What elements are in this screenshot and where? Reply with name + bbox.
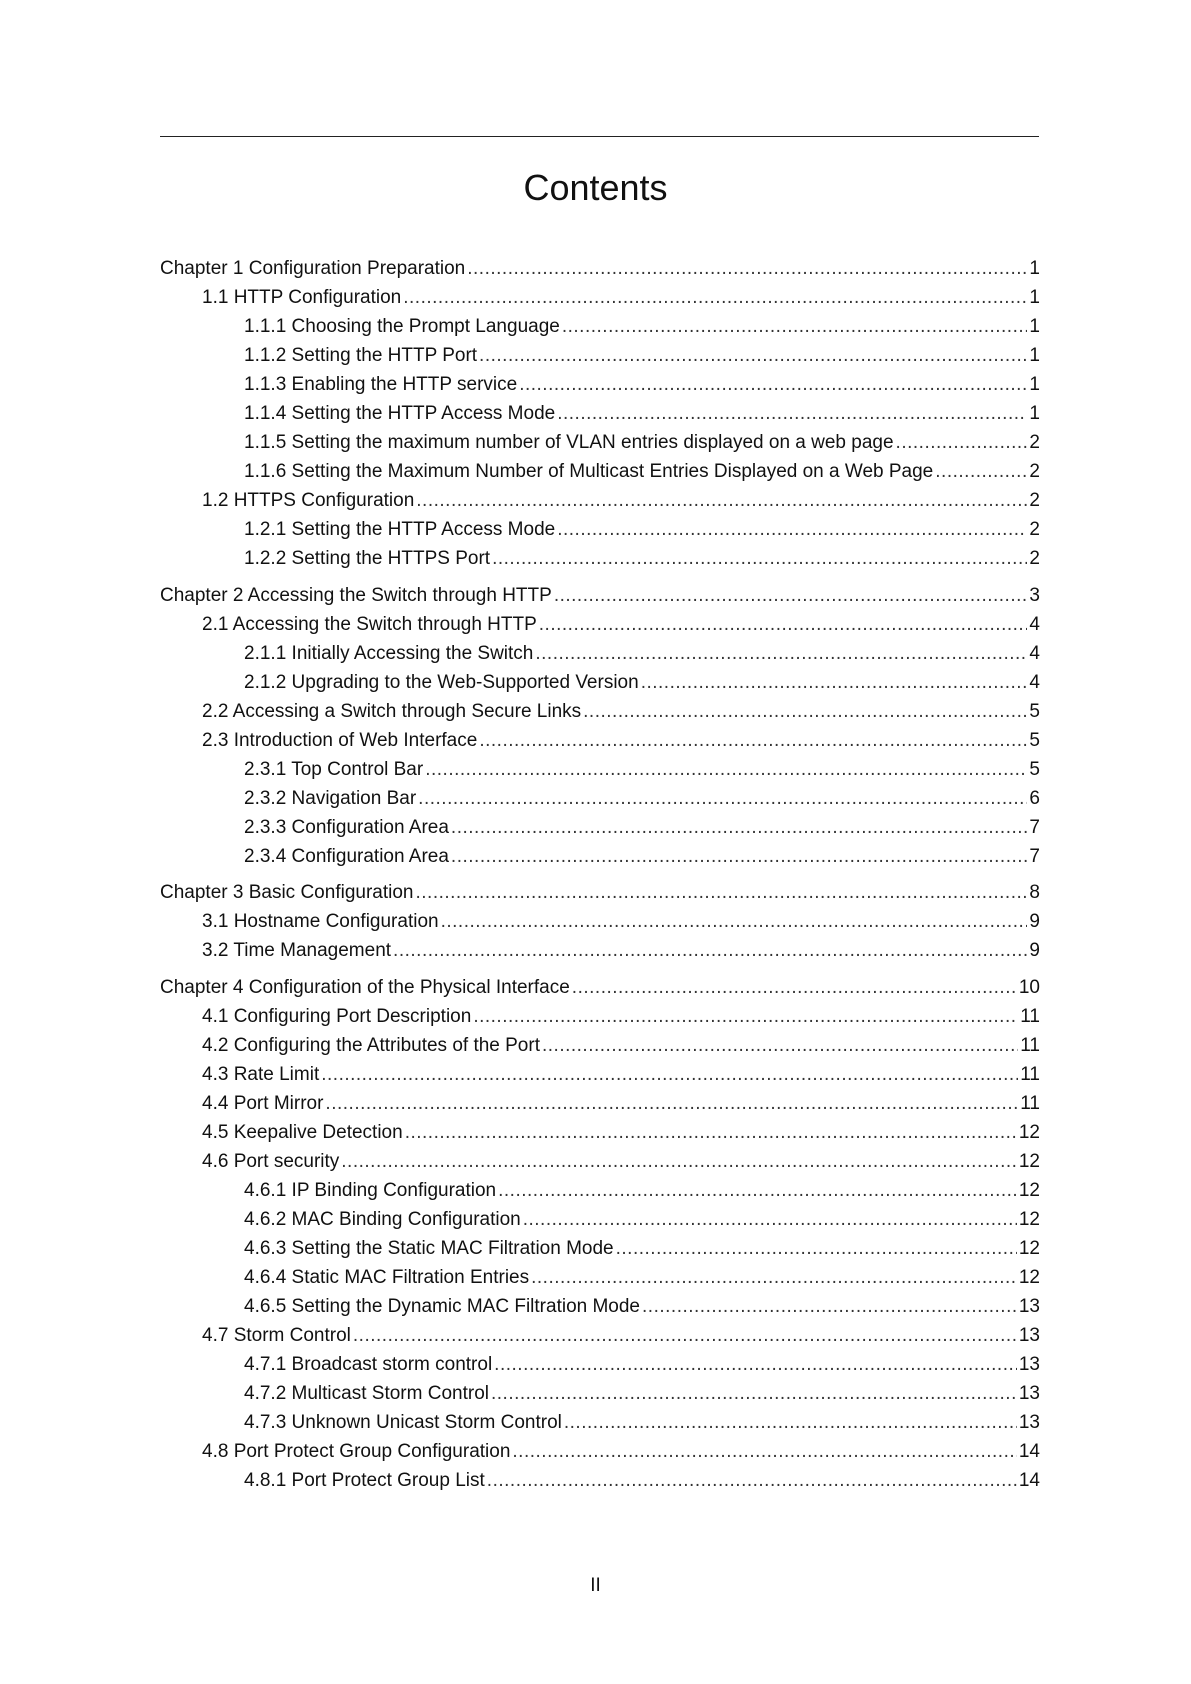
toc-subsection-entry[interactable] [160,428,1040,457]
toc-dot-leader [935,457,1027,486]
toc-entry-title: 1.1.5 Setting the maximum number of VLAN entries displayed on a web page [244,432,894,453]
toc-page-number: 13 [1018,1411,1040,1433]
toc-page-number: 2 [1029,548,1040,569]
toc-section-entry[interactable] [160,697,1040,726]
toc-subsection-entry[interactable] [160,813,1040,842]
toc-chapter-group [160,878,1040,965]
toc-dot-leader [564,1408,1017,1437]
toc-subsection-entry[interactable] [160,341,1040,370]
toc-chapter-entry[interactable] [160,973,1040,1002]
toc-entry-title: 4.7.3 Unknown Unicast Storm Control [244,1411,562,1433]
toc-section-entry[interactable] [160,1321,1040,1350]
toc-entry-title: 1.1.1 Choosing the Prompt Language [244,316,560,337]
toc-section-entry[interactable] [160,936,1040,965]
toc-page-number: 12 [1018,1179,1040,1201]
toc-dot-leader [557,515,1027,544]
toc-dot-leader [473,1002,1018,1031]
toc-entry-title: 2.3.2 Navigation Bar [244,787,417,809]
toc-dot-leader [896,428,1028,457]
toc-chapter-group [160,254,1040,573]
toc-entry-title: 2.2 Accessing a Switch through Secure Links [202,700,582,722]
toc-page-number: 1 [1029,374,1040,395]
toc-subsection-entry[interactable] [160,544,1040,573]
toc-subsection-entry[interactable] [160,1466,1040,1495]
toc-subsection-entry[interactable] [160,1350,1040,1379]
toc-entry-title: 1.1 HTTP Configuration [202,287,402,308]
toc-subsection-entry[interactable] [160,1292,1040,1321]
toc-subsection-entry[interactable] [160,515,1040,544]
toc-subsection-entry[interactable] [160,842,1040,871]
toc-dot-leader [451,813,1028,842]
toc-page-number: 3 [1029,584,1040,606]
toc-page-number: 13 [1018,1353,1040,1375]
toc-page-number: 2 [1029,519,1040,540]
toc-subsection-entry[interactable] [160,399,1040,428]
toc-section-entry[interactable] [160,486,1040,515]
toc-page-number: 13 [1018,1324,1040,1346]
toc-entry-title: 4.6.5 Setting the Dynamic MAC Filtration Mode [244,1295,641,1317]
toc-page-number: 12 [1018,1237,1040,1259]
table-of-contents [160,254,1040,1502]
toc-entry-title: 4.2 Configuring the Attributes of the Port [202,1034,540,1056]
toc-page-number: 7 [1029,816,1040,838]
toc-page-number: 8 [1029,882,1040,903]
toc-dot-leader [403,283,1027,312]
toc-page-number: 6 [1029,787,1040,809]
toc-dot-leader [583,697,1027,726]
toc-subsection-entry[interactable] [160,1263,1040,1292]
toc-entry-title: 4.7.1 Broadcast storm control [244,1353,493,1375]
page-title: Contents [523,167,668,208]
toc-entry-title: 2.1.2 Upgrading to the Web-Supported Version [244,671,639,693]
toc-page-number: 9 [1029,940,1040,961]
toc-dot-leader [451,842,1028,871]
toc-section-entry[interactable] [160,1031,1040,1060]
toc-entry-title: 4.1 Configuring Port Description [202,1005,472,1027]
toc-dot-leader [523,1205,1017,1234]
toc-page-number: 13 [1018,1382,1040,1404]
toc-entry-title: 1.2.2 Setting the HTTPS Port [244,548,491,569]
toc-entry-title: 2.3.4 Configuration Area [244,845,449,867]
toc-entry-title: 4.6.3 Setting the Static MAC Filtration Mode [244,1237,614,1259]
toc-dot-leader [325,1089,1018,1118]
toc-page-number: 5 [1029,758,1040,780]
toc-entry-title: 3.1 Hostname Configuration [202,911,439,932]
toc-page-number: 14 [1018,1440,1040,1462]
toc-chapter-entry[interactable] [160,878,1040,907]
toc-chapter-group [160,973,1040,1495]
toc-dot-leader [479,341,1027,370]
toc-dot-leader [557,399,1027,428]
toc-entry-title: 4.6.1 IP Binding Configuration [244,1179,497,1201]
toc-page-number: 13 [1018,1295,1040,1317]
toc-dot-leader [353,1321,1017,1350]
toc-subsection-entry[interactable] [160,370,1040,399]
toc-dot-leader [393,936,1027,965]
toc-page-number: 2 [1029,490,1040,511]
toc-dot-leader [542,1031,1018,1060]
toc-section-entry[interactable] [160,1118,1040,1147]
toc-entry-title: 2.3.1 Top Control Bar [244,758,424,780]
toc-entry-title: 4.4 Port Mirror [202,1092,324,1114]
toc-page-number: 2 [1029,461,1040,482]
toc-dot-leader [321,1060,1018,1089]
toc-entry-title: Chapter 4 Configuration of the Physical Interface [160,976,570,998]
toc-page-number: 11 [1020,1005,1040,1027]
toc-dot-leader [415,878,1027,907]
toc-dot-leader [562,312,1028,341]
toc-dot-leader [441,907,1028,936]
toc-page-number: 1 [1029,403,1040,424]
toc-dot-leader [641,668,1028,697]
toc-page-number: 7 [1029,845,1040,867]
toc-entry-title: 4.6 Port security [202,1150,340,1172]
toc-section-entry[interactable] [160,283,1040,312]
toc-dot-leader [512,1437,1016,1466]
toc-page-number: 9 [1029,911,1040,932]
toc-entry-title: 4.3 Rate Limit [202,1063,320,1085]
toc-chapter-entry[interactable] [160,254,1040,283]
toc-dot-leader [498,1176,1017,1205]
toc-subsection-entry[interactable] [160,784,1040,813]
page-number: II [590,1575,601,1596]
toc-dot-leader [642,1292,1017,1321]
toc-subsection-entry[interactable] [160,1176,1040,1205]
toc-page-number: 4 [1029,671,1040,693]
toc-section-entry[interactable] [160,1089,1040,1118]
toc-subsection-entry[interactable] [160,668,1040,697]
toc-entry-title: 2.3.3 Configuration Area [244,816,449,838]
toc-entry-title: 1.2 HTTPS Configuration [202,490,415,511]
toc-dot-leader [616,1234,1017,1263]
toc-entry-title: 1.1.2 Setting the HTTP Port [244,345,478,366]
toc-entry-title: 4.7 Storm Control [202,1324,351,1346]
toc-dot-leader [539,610,1028,639]
toc-entry-title: 1.1.3 Enabling the HTTP service [244,374,518,395]
toc-page-number: 1 [1029,316,1040,337]
toc-dot-leader [494,1350,1017,1379]
toc-entry-title: 2.3 Introduction of Web Interface [202,729,478,751]
toc-dot-leader [341,1147,1017,1176]
toc-section-entry[interactable] [160,1060,1040,1089]
toc-subsection-entry[interactable] [160,1234,1040,1263]
toc-dot-leader [492,544,1027,573]
toc-subsection-entry[interactable] [160,457,1040,486]
toc-page-number: 4 [1029,642,1040,664]
toc-page-number: 11 [1020,1092,1040,1114]
toc-entry-title: 3.2 Time Management [202,940,392,961]
toc-page-number: 5 [1029,729,1040,751]
toc-page-number: 12 [1018,1266,1040,1288]
toc-entry-title: 1.1.4 Setting the HTTP Access Mode [244,403,556,424]
toc-section-entry[interactable] [160,1002,1040,1031]
toc-dot-leader [405,1118,1017,1147]
toc-page-number: 12 [1018,1150,1040,1172]
toc-page-number: 2 [1029,432,1040,453]
toc-page-number: 12 [1018,1121,1040,1143]
toc-page-number: 5 [1029,700,1040,722]
toc-entry-title: 4.5 Keepalive Detection [202,1121,403,1143]
toc-section-entry[interactable] [160,610,1040,639]
toc-entry-title: 1.1.6 Setting the Maximum Number of Multicast Entries Displayed on a Web Page [244,461,934,482]
toc-dot-leader [416,486,1027,515]
toc-entry-title: 4.6.2 MAC Binding Configuration [244,1208,521,1230]
toc-dot-leader [467,254,1027,283]
toc-subsection-entry[interactable] [160,755,1040,784]
toc-entry-title: 1.2.1 Setting the HTTP Access Mode [244,519,556,540]
toc-entry-title: 4.8.1 Port Protect Group List [244,1469,485,1491]
toc-page-number: 12 [1018,1208,1040,1230]
toc-subsection-entry[interactable] [160,312,1040,341]
toc-entry-title: 4.6.4 Static MAC Filtration Entries [244,1266,530,1288]
toc-page-number: 10 [1018,976,1040,998]
toc-entry-title: Chapter 3 Basic Configuration [160,882,414,903]
toc-page-number: 14 [1018,1469,1040,1491]
toc-entry-title: 2.1 Accessing the Switch through HTTP [202,613,537,635]
toc-page-number: 1 [1029,258,1040,279]
toc-dot-leader [418,784,1027,813]
toc-dot-leader [535,639,1027,668]
toc-subsection-entry[interactable] [160,639,1040,668]
toc-subsection-entry[interactable] [160,1379,1040,1408]
toc-dot-leader [491,1379,1017,1408]
toc-page-number: 11 [1020,1063,1040,1085]
toc-chapter-entry[interactable] [160,581,1040,610]
toc-entry-title: 4.8 Port Protect Group Configuration [202,1440,511,1462]
toc-section-entry[interactable] [160,726,1040,755]
toc-entry-title: 4.7.2 Multicast Storm Control [244,1382,489,1404]
toc-dot-leader [554,581,1028,610]
toc-page-number: 4 [1029,613,1040,635]
toc-subsection-entry[interactable] [160,1205,1040,1234]
toc-section-entry[interactable] [160,907,1040,936]
toc-dot-leader [519,370,1027,399]
toc-page-number: 11 [1020,1034,1040,1056]
toc-dot-leader [425,755,1027,784]
toc-subsection-entry[interactable] [160,1408,1040,1437]
toc-page-number: 1 [1029,345,1040,366]
toc-page-number: 1 [1029,287,1040,308]
toc-dot-leader [487,1466,1017,1495]
toc-dot-leader [479,726,1027,755]
toc-section-entry[interactable] [160,1437,1040,1466]
toc-dot-leader [572,973,1017,1002]
toc-section-entry[interactable] [160,1147,1040,1176]
toc-entry-title: Chapter 2 Accessing the Switch through HTTP [160,584,552,606]
toc-dot-leader [531,1263,1017,1292]
header-rule [160,136,1039,137]
toc-chapter-group [160,581,1040,871]
toc-entry-title: Chapter 1 Configuration Preparation [160,258,466,279]
toc-entry-title: 2.1.1 Initially Accessing the Switch [244,642,534,664]
